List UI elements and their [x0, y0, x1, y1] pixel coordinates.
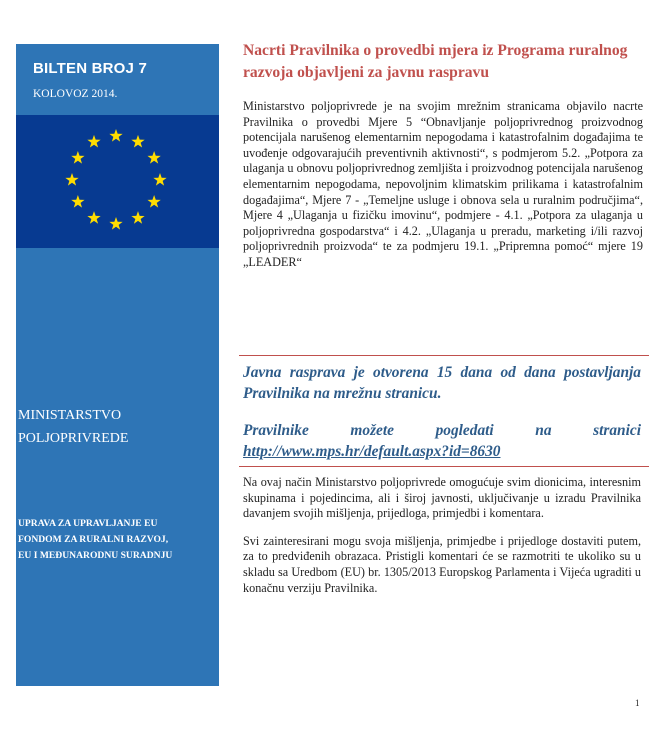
article-headline: Nacrti Pravilnika o provedbi mjera iz Programa ruralnog razvoja objavljeni za javnu raspravu	[243, 42, 628, 81]
page-number: 1	[635, 698, 640, 708]
bulletin-title: BILTEN BROJ 7	[33, 60, 148, 77]
ministry-line: POLJOPRIVREDE	[18, 431, 129, 446]
eu-star-icon	[87, 211, 100, 224]
bulletin-date: KOLOVOZ 2014.	[33, 88, 118, 100]
eu-star-icon	[71, 151, 84, 164]
regulations-link[interactable]: http://www.mps.hr/default.aspx?id=8630	[243, 443, 501, 460]
link-callout-text: Pravilnike možete pogledati na stranici	[243, 422, 641, 439]
article	[243, 40, 643, 271]
eu-star-icon	[65, 173, 78, 186]
directorate-name	[18, 516, 218, 564]
ministry-name	[18, 404, 128, 450]
link-callout	[243, 420, 641, 462]
article-paragraph: Svi zainteresirani mogu svoja mišljenja, primjedbe i prijedloge dostaviti putem, za to predviđenih obrazaca. Pristigli komentari će se razmotriti te ukoliko su u skladu sa Uredbom (EU) br. 1305/2013 Europskog Parlamenta i Vijeća ugraditi u konačnu verziju Pravilnika.	[243, 533, 641, 595]
directorate-line: EU I MEĐUNARODNU SURADNJU	[18, 550, 173, 561]
divider-rule	[239, 355, 649, 356]
sidebar-panel	[16, 44, 219, 686]
eu-star-icon	[131, 135, 144, 148]
article-lower	[243, 475, 641, 596]
article-paragraph: Ministarstvo poljoprivrede je na svojim mrežnim stranicama objavilo nacrte Pravilnika o provedbi Mjere 5 “Obnavljanje poljoprivrednog proizvodnog potencijala narušenog elementarnim nepogodama i katastrofalnim događajima te uvođenje odgovarajućih preventivnih aktivnosti“, s podmjerom 5.2. „Potpora za ulaganja u obnovu poljoprivrednog zemljišta i proizvodnog potencijala narušenog elementarnim nepogodama, nepovoljnim klimatskim prilikama i katastrofalnim događajima“, Mjere 7 - „Temeljne usluge i obnova sela u ruralnim područjima“, Mjere 4 „Ulaganja u fizičku imovinu“, podmjere - 4.1. „Potpora za ulaganja u poljoprivredna gospodarstva“ i 4.2. „Ulaganja u preradu, marketing i/ili razvoj poljoprivrednih proizvoda“ te za podmjeru 19.1. „Pripremna pomoć“ mjere 19 „LEADER“	[243, 99, 643, 269]
eu-star-icon	[109, 217, 122, 230]
eu-star-icon	[147, 151, 160, 164]
ministry-line: MINISTARSTVO	[18, 408, 122, 423]
consultation-callout: Javna rasprava je otvorena 15 dana od dana postavljanja Pravilnika na mrežnu stranicu.	[243, 364, 641, 402]
eu-flag-icon	[16, 115, 219, 248]
directorate-line: UPRAVA ZA UPRAVLJANJE EU	[18, 518, 158, 529]
eu-star-icon	[71, 195, 84, 208]
eu-star-icon	[147, 195, 160, 208]
article-paragraph: Na ovaj način Ministarstvo poljoprivrede omogućuje svim dionicima, interesnim skupinama i pojedincima, ali i široj javnosti, uključivanje u izradu Pravilnika davanjem svojih mišljenja, prijedloga, primjedbi i komentara.	[243, 475, 641, 521]
eu-star-icon	[87, 135, 100, 148]
directorate-line: FONDOM ZA RURALNI RAZVOJ,	[18, 534, 169, 545]
eu-star-icon	[153, 173, 166, 186]
eu-star-icon	[109, 129, 122, 142]
eu-star-icon	[131, 211, 144, 224]
divider-rule	[239, 466, 649, 467]
